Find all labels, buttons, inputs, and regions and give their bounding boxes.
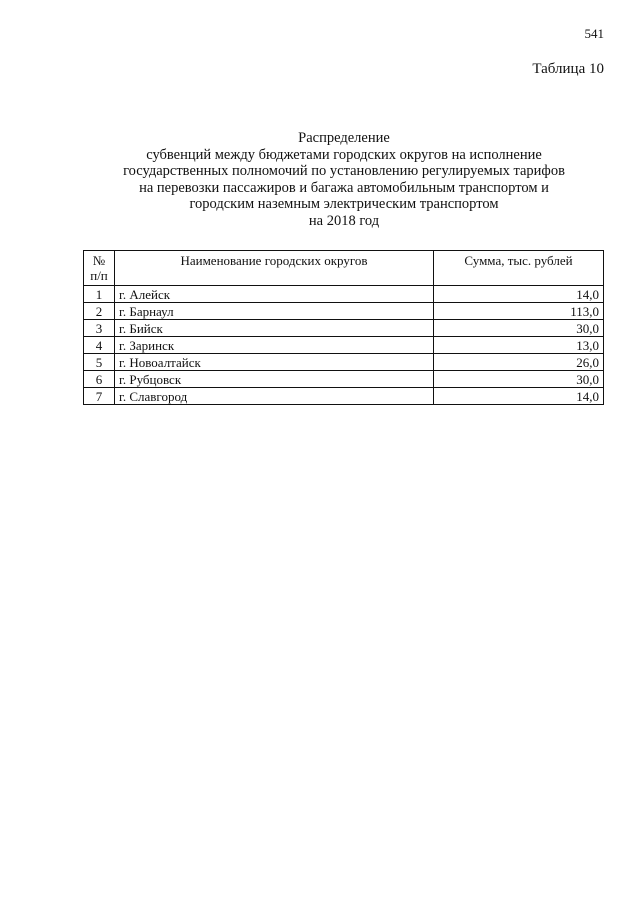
table-header-row xyxy=(84,251,604,286)
page-number: 541 xyxy=(584,26,604,41)
header-num-symbol: № xyxy=(92,253,106,268)
distribution-table xyxy=(83,250,604,405)
header-sum: Сумма, тыс. рублей xyxy=(434,251,604,286)
row-name: г. Бийск xyxy=(115,320,434,337)
row-sum: 14,0 xyxy=(434,388,604,405)
row-sum: 30,0 xyxy=(434,320,604,337)
row-name: г. Алейск xyxy=(115,286,434,303)
row-num: 2 xyxy=(84,303,115,320)
header-num xyxy=(84,251,115,286)
table-row xyxy=(84,337,604,354)
row-num: 4 xyxy=(84,337,115,354)
header-num-abbrev: п/п xyxy=(90,268,108,283)
row-name: г. Рубцовск xyxy=(115,371,434,388)
row-name: г. Славгород xyxy=(115,388,434,405)
row-sum: 113,0 xyxy=(434,303,604,320)
row-sum: 13,0 xyxy=(434,337,604,354)
heading-line: субвенций между бюджетами городских округов на исполнение xyxy=(146,146,542,163)
row-name: г. Заринск xyxy=(115,337,434,354)
table-label: Таблица 10 xyxy=(532,61,604,77)
row-sum: 14,0 xyxy=(434,286,604,303)
table-row xyxy=(84,371,604,388)
row-num: 5 xyxy=(84,354,115,371)
table-row xyxy=(84,320,604,337)
heading-line: на перевозки пассажиров и багажа автомобильным транспортом и xyxy=(139,179,549,196)
row-num: 3 xyxy=(84,320,115,337)
table-row xyxy=(84,286,604,303)
row-num: 6 xyxy=(84,371,115,388)
row-num: 7 xyxy=(84,388,115,405)
document-heading xyxy=(84,130,604,229)
heading-line: государственных полномочий по установлению регулируемых тарифов xyxy=(123,163,565,179)
heading-line: на 2018 год xyxy=(308,212,380,229)
heading-line: городским наземным электрическим транспортом xyxy=(189,196,499,212)
header-name: Наименование городских округов xyxy=(115,251,434,286)
row-sum: 26,0 xyxy=(434,354,604,371)
row-num: 1 xyxy=(84,286,115,303)
heading-line: Распределение xyxy=(298,130,390,146)
table-row xyxy=(84,303,604,320)
row-name: г. Новоалтайск xyxy=(115,354,434,371)
row-name: г. Барнаул xyxy=(115,303,434,320)
row-sum: 30,0 xyxy=(434,371,604,388)
table-row xyxy=(84,388,604,405)
table-row xyxy=(84,354,604,371)
